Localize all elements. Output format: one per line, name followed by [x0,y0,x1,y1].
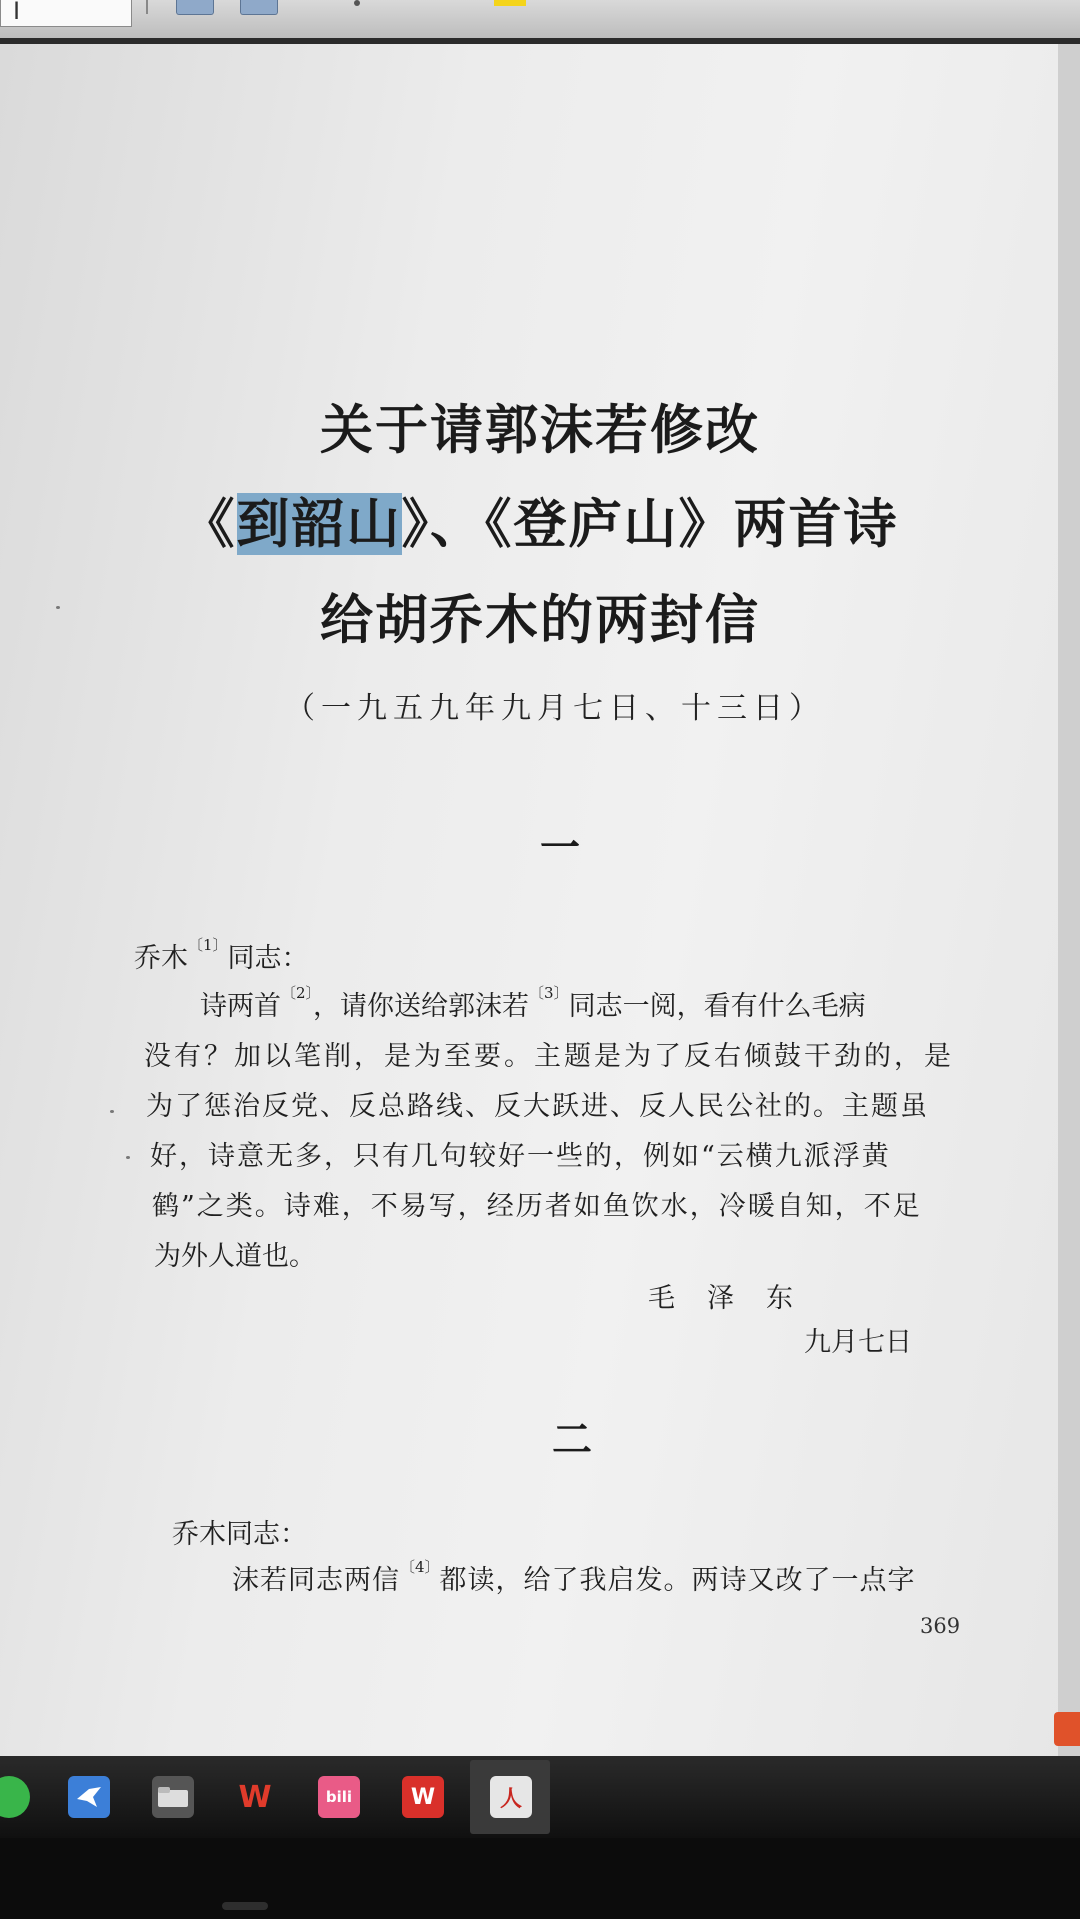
page-scrollbar[interactable] [1058,44,1080,1756]
letter2-part-a: 沫若同志两信 [232,1565,400,1596]
letter1-line6: 为外人道也。 [154,1241,316,1272]
footnote-1: 〔1〕 [188,936,228,954]
letter2-part-b: 都读，给了我启发。两诗又改了一点字 [439,1565,916,1596]
letter1-line1 [200,984,866,1023]
line1-part-a: 诗两首 [200,991,281,1022]
scan-speck [56,606,60,609]
section-heading-1: 一 [540,824,580,871]
line1-part-b: ，请你送给郭沫若 [313,991,530,1022]
monitor-bezel [0,1838,1080,1919]
side-widget-icon[interactable] [1054,1712,1080,1746]
page-number: 369 [920,1614,961,1638]
salutation-name: 乔木 [134,943,188,974]
browser-icon[interactable] [0,1776,30,1818]
section-heading-2: 二 [552,1416,592,1463]
wps-office-icon[interactable]: W [402,1776,444,1818]
page-number-field[interactable] [0,0,132,27]
letter1-line4: 好，诗意无多，只有几句较好一些的，例如“云横九派浮黄 [150,1141,891,1172]
signature: 毛泽东 [648,1283,825,1314]
line1-part-c: 同志一阅，看有什么毛病 [568,991,866,1022]
salutation-tail: 同志： [227,943,309,974]
pdf-reader-icon[interactable]: 人 [490,1776,532,1818]
footnote-4: 〔4〕 [400,1558,440,1576]
top-toolbar [0,0,1080,44]
bezel-mark [222,1902,268,1910]
signature-date: 九月七日 [804,1327,912,1358]
document-title-line1: 关于请郭沫若修改 [320,399,760,461]
text-cursor-icon: I [13,0,21,25]
fit-page-button[interactable] [176,0,214,15]
rotate-icon[interactable] [354,0,360,6]
letter2-line1 [232,1558,916,1597]
footnote-3: 〔3〕 [529,984,569,1002]
scan-speck [110,1110,114,1113]
letter1-line2: 没有？加以笔削，是为至要。主题是为了反右倾鼓干劲的，是 [144,1041,954,1072]
bilibili-icon[interactable]: bili [318,1776,360,1818]
title-rest: 》、《登庐山》两首诗 [401,493,899,555]
document-title-line3: 给胡乔木的两封信 [320,589,760,651]
bird-glyph-icon [75,1785,103,1809]
letter1-line5: 鹤”之类。诗难，不易写，经历者如鱼饮水，冷暖自知，不足 [152,1191,922,1222]
folder-icon[interactable] [152,1776,194,1818]
selected-text[interactable]: 到韶山 [236,493,402,555]
taskbar [0,1756,1080,1838]
bird-app-icon[interactable] [68,1776,110,1818]
scan-speck [126,1156,130,1159]
document-title-line2 [0,482,1080,558]
footnote-2: 〔2〕 [281,984,314,1002]
document-date: （一九五九年九月七日、十三日） [285,691,825,726]
letter1-line3: 为了惩治反党、反总路线、反大跃进、反人民公社的。主题虽 [146,1091,929,1122]
title-open-bracket: 《 [181,493,237,555]
highlight-tool-button[interactable] [494,0,526,6]
wps-writer-icon[interactable]: W [238,1779,272,1815]
letter2-salutation: 乔木同志： [172,1519,307,1550]
folder-glyph-icon [157,1786,189,1808]
toolbar-separator [146,0,148,14]
document-page [0,44,1080,1756]
fit-width-button[interactable] [240,0,278,15]
letter1-salutation [134,936,309,975]
